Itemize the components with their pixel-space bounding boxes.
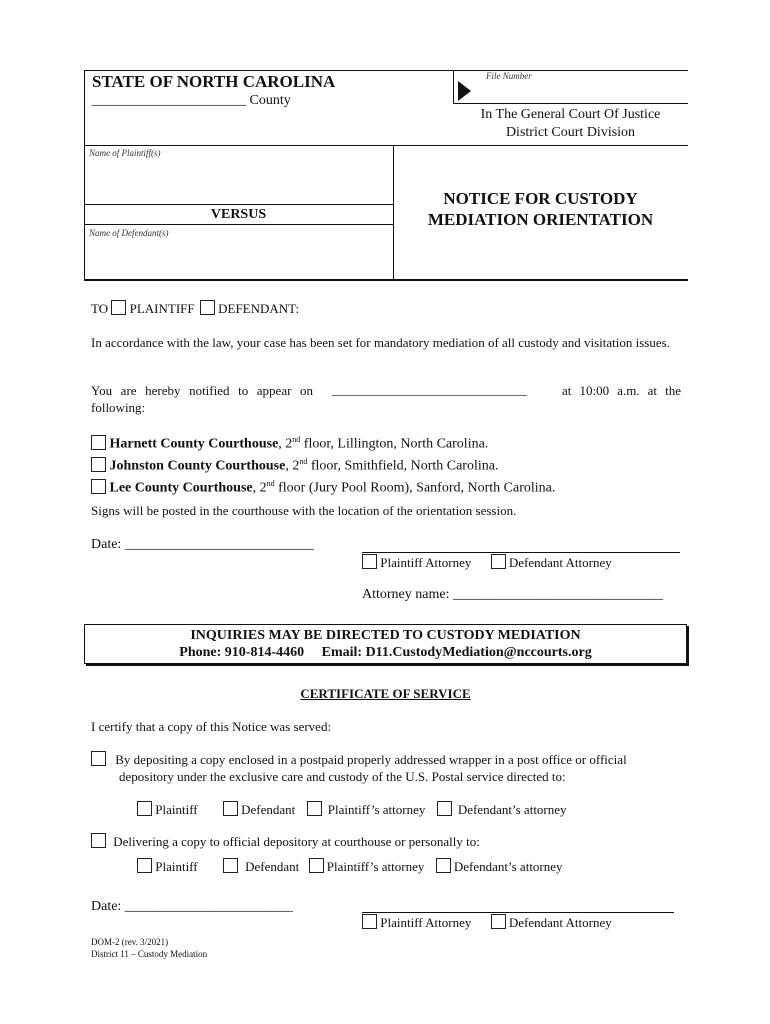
versus-bottom-rule [84, 224, 393, 225]
district-label: District 11 – Custody Mediation [91, 949, 208, 959]
notice-title-line-2: MEDIATION ORIENTATION [427, 210, 654, 229]
certify-text: I certify that a copy of this Notice was served: [91, 719, 332, 734]
file-number-label: File Number [486, 71, 532, 81]
plaintiff-name-label: Name of Plaintiff(s) [89, 148, 161, 158]
appear-text-b: following: [91, 400, 146, 415]
to-plaintiff-label: PLAINTIFF [129, 301, 195, 316]
location-lee: Lee County Courthouse, 2nd floor (Jury Pool Room), Sanford, North Carolina. [91, 475, 555, 497]
appear-text-a: You are hereby notified to appear on [91, 383, 313, 398]
county-line [92, 93, 291, 109]
defendant-attorney-label: Defendant Attorney [508, 555, 612, 570]
location-name: Harnett County Courthouse [109, 436, 279, 452]
signs-text: Signs will be posted in the courthouse with the location of the orientation session. [91, 503, 517, 518]
county-blank[interactable]: ______________________ [92, 93, 246, 108]
mail-plaintiff-attorney-checkbox[interactable] [307, 801, 322, 816]
attorney-name-label: Attorney name: [362, 587, 450, 602]
certificate-date-label: Date: [91, 899, 122, 914]
recipient-label: Plaintiff [155, 802, 198, 817]
recipient-label: Plaintiff [155, 859, 198, 874]
certificate-title: CERTIFICATE OF SERVICE [300, 686, 471, 701]
court-line-1: In The General Court Of Justice [480, 107, 661, 122]
plaintiff-name-field[interactable] [86, 160, 391, 202]
defendant-checkbox[interactable] [200, 300, 215, 315]
certificate-signature-line[interactable] [362, 912, 674, 913]
mail-option-line-1: By depositing a copy enclosed in a postpaid properly addressed wrapper in a post office or official [115, 752, 627, 767]
mail-defendant-attorney-checkbox[interactable] [437, 801, 452, 816]
notice-date-label: Date: [91, 537, 122, 552]
delivery-plaintiff-attorney-checkbox[interactable] [309, 858, 324, 873]
location-name: Johnston County Courthouse [109, 458, 286, 474]
cert-plaintiff-attorney-label: Plaintiff Attorney [380, 915, 472, 930]
location-harnett: Harnett County Courthouse, 2nd floor, Lillington, North Carolina. [91, 431, 555, 453]
mediation-paragraph: In accordance with the law, your case has been set for mandatory mediation of all custody and visitation issues. [91, 335, 670, 350]
header-left-rule [84, 70, 85, 280]
notice-date-field[interactable]: ___________________________ [124, 537, 314, 552]
plaintiff-attorney-label: Plaintiff Attorney [380, 555, 472, 570]
recipient-label: Defendant [241, 802, 296, 817]
file-number-arrow-icon [458, 81, 471, 101]
form-id: DOM-2 (rev. 3/2021) [91, 937, 169, 947]
plaintiff-attorney-checkbox[interactable] [362, 554, 377, 569]
attorney-name-field[interactable]: ______________________________ [452, 587, 663, 602]
court-line-2: District Court Division [505, 125, 636, 140]
delivery-recipients [137, 858, 563, 875]
mail-recipients [137, 801, 567, 818]
mail-plaintiff-checkbox[interactable] [137, 801, 152, 816]
johnston-checkbox[interactable] [91, 457, 106, 472]
signature-line[interactable] [362, 552, 680, 553]
email-address[interactable]: D11.CustodyMediation@nccourts.org [365, 645, 592, 660]
email-label: Email: [321, 645, 363, 660]
caption-top-rule [84, 145, 688, 146]
attorney-name [362, 587, 663, 603]
phone-label: Phone: [179, 645, 222, 660]
inquiries-text [84, 627, 687, 661]
appear-time-text: at 10:00 a.m. at the [562, 383, 681, 398]
certificate-date-field[interactable]: ________________________ [124, 899, 293, 914]
locations-list [91, 431, 555, 497]
plaintiff-checkbox[interactable] [111, 300, 126, 315]
cert-defendant-attorney-checkbox[interactable] [491, 914, 506, 929]
recipient-label: Defendant’s attorney [457, 802, 567, 817]
phone-number[interactable]: 910-814-4460 [224, 645, 305, 660]
cert-defendant-attorney-label: Defendant Attorney [508, 915, 612, 930]
delivery-plaintiff-checkbox[interactable] [137, 858, 152, 873]
location-johnston: Johnston County Courthouse, 2nd floor, Smithfield, North Carolina. [91, 453, 555, 475]
defendant-name-field[interactable] [86, 240, 391, 278]
location-name: Lee County Courthouse [109, 480, 253, 496]
delivery-defendant-attorney-checkbox[interactable] [436, 858, 451, 873]
delivery-option-checkbox[interactable] [91, 833, 106, 848]
certificate-attorney-options [362, 914, 612, 931]
defendant-attorney-checkbox[interactable] [491, 554, 506, 569]
footer [91, 936, 207, 960]
notice-date [91, 537, 314, 553]
defendant-name-label: Name of Defendant(s) [89, 228, 169, 238]
to-label: TO [91, 301, 109, 316]
notice-title [393, 188, 688, 230]
to-line [91, 300, 299, 317]
notice-attorney-options [362, 554, 612, 571]
delivery-defendant-checkbox[interactable] [223, 858, 238, 873]
harnett-checkbox[interactable] [91, 435, 106, 450]
appear-date-field[interactable]: ______________________________ [332, 382, 527, 397]
mail-option-checkbox[interactable] [91, 751, 106, 766]
service-option-delivery [91, 833, 480, 850]
recipient-label: Defendant’s attorney [453, 859, 563, 874]
recipient-label: Defendant [245, 859, 300, 874]
inquiries-line-1: INQUIRIES MAY BE DIRECTED TO CUSTODY MEDIATION [190, 628, 581, 643]
notice-title-line-1: NOTICE FOR CUSTODY [443, 189, 638, 208]
inquiries-line-2 [84, 644, 687, 661]
caption-bottom-rule [84, 279, 688, 281]
service-option-mail [91, 751, 627, 785]
lee-checkbox[interactable] [91, 479, 106, 494]
to-defendant-label: DEFENDANT: [218, 301, 300, 316]
recipient-label: Plaintiff’s attorney [327, 802, 426, 817]
mail-option-line-2: depository under the exclusive care and custody of the U.S. Postal service directed to: [119, 769, 566, 784]
recipient-label: Plaintiff’s attorney [326, 859, 425, 874]
delivery-option-label: Delivering a copy to official depository at courthouse or personally to: [113, 834, 480, 849]
state-title: STATE OF NORTH CAROLINA [92, 72, 336, 91]
certificate-date [91, 899, 293, 915]
county-label: County [249, 93, 291, 108]
versus-top-rule [84, 204, 393, 205]
versus-label: VERSUS [210, 207, 267, 222]
cert-plaintiff-attorney-checkbox[interactable] [362, 914, 377, 929]
mail-defendant-checkbox[interactable] [223, 801, 238, 816]
